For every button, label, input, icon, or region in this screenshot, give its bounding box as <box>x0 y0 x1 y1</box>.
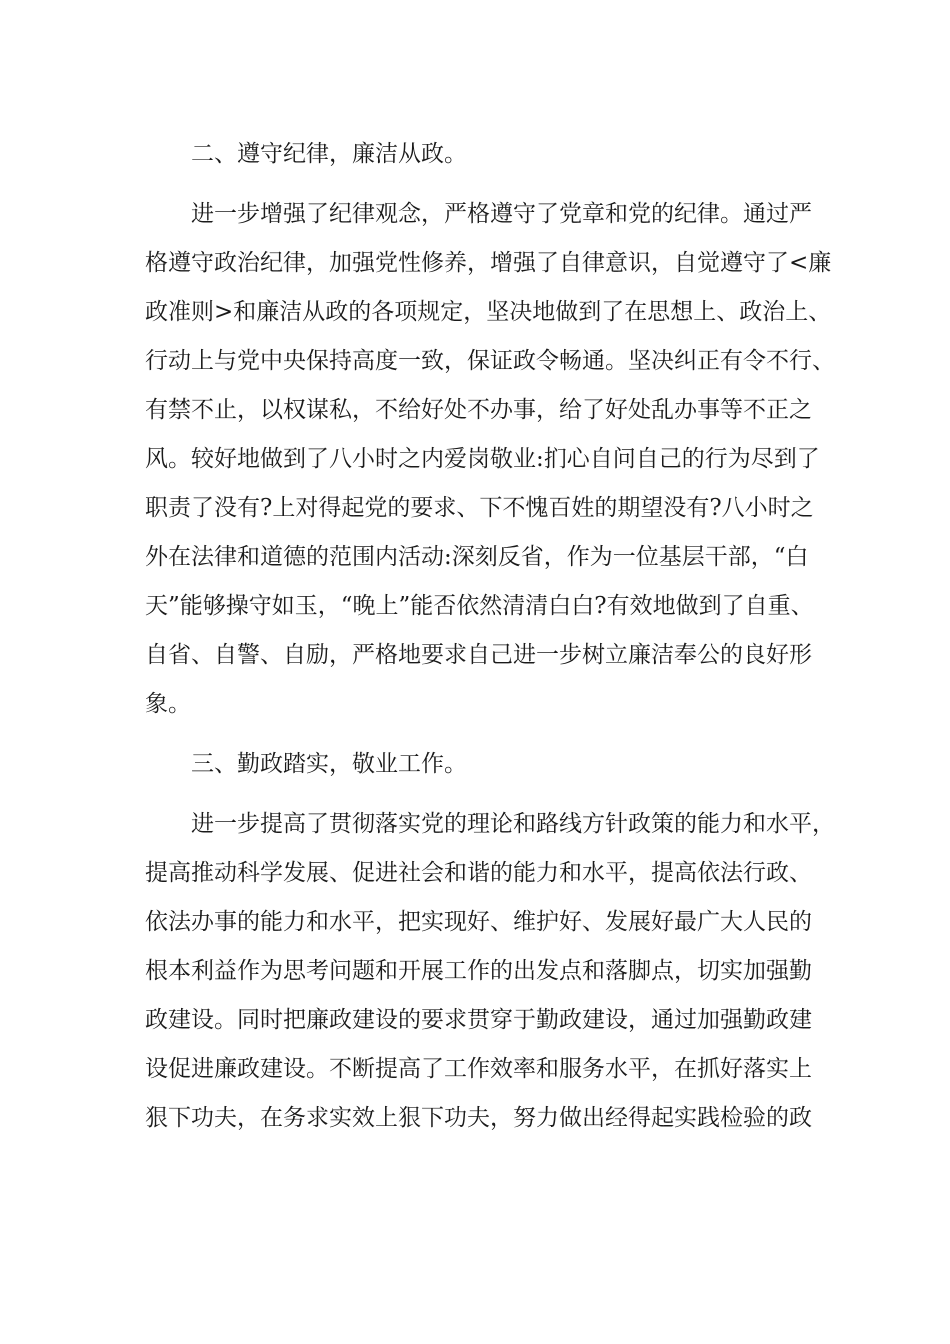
paragraph-line: 行动上与党中央保持高度一致，保证政令畅通。坚决纠正有令不行、 <box>145 348 835 374</box>
paragraph-line: 政建设。同时把廉政建设的要求贯穿于勤政建设，通过加强勤政建 <box>145 1007 812 1033</box>
paragraph-line: 依法办事的能力和水平，把实现好、维护好、发展好最广大人民的 <box>145 909 812 935</box>
paragraph-line: 有禁不止，以权谋私，不给好处不办事，给了好处乱办事等不正之 <box>145 397 812 423</box>
document-body <box>145 130 835 1143</box>
paragraph-line: 进一步提高了贯彻落实党的理论和路线方针政策的能力和水平， <box>191 811 835 837</box>
paragraph-discipline <box>145 190 835 729</box>
paragraph-line: 狠下功夫，在务求实效上狠下功夫，努力做出经得起实践检验的政 <box>145 1105 812 1131</box>
paragraph-line: 职责了没有?上对得起党的要求、下不愧百姓的期望没有?八小时之 <box>145 495 814 521</box>
paragraph-line: 提高推动科学发展、促进社会和谐的能力和水平，提高依法行政、 <box>145 860 812 886</box>
paragraph-line: 政准则>和廉洁从政的各项规定，坚决地做到了在思想上、政治上、 <box>145 299 832 325</box>
paragraph-line: 进一步增强了纪律观念，严格遵守了党章和党的纪律。通过严 <box>191 201 812 227</box>
paragraph-line: 根本利益作为思考问题和开展工作的出发点和落脚点，切实加强勤 <box>145 958 812 984</box>
paragraph-line: 风。较好地做到了八小时之内爱岗敬业:扪心自问自己的行为尽到了 <box>145 446 820 472</box>
paragraph-line: 设促进廉政建设。不断提高了工作效率和服务水平，在抓好落实上 <box>145 1056 812 1082</box>
section-heading-2: 二、遵守纪律，廉洁从政。 <box>191 141 467 167</box>
paragraph-line: 象。 <box>145 691 191 717</box>
paragraph-line: 格遵守政治纪律，加强党性修养，增强了自律意识，自觉遵守了<廉 <box>145 250 832 276</box>
paragraph-line: 自省、自警、自励，严格地要求自己进一步树立廉洁奉公的良好形 <box>145 642 812 668</box>
section-heading-3: 三、勤政踏实，敬业工作。 <box>191 751 467 777</box>
paragraph-diligence <box>145 800 835 1143</box>
paragraph-line: 外在法律和道德的范围内活动:深刻反省，作为一位基层干部，“白 <box>145 544 809 570</box>
paragraph-line: 天”能够操守如玉，“晚上”能否依然清清白白?有效地做到了自重、 <box>145 593 814 619</box>
